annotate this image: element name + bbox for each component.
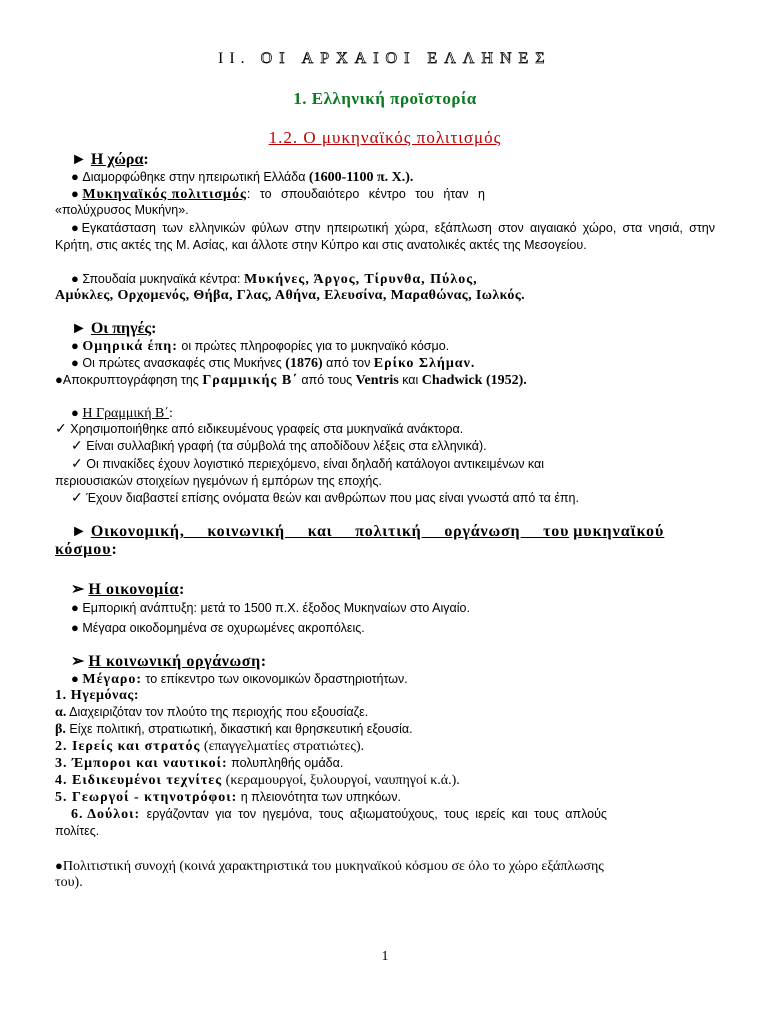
bullet-icon: ● xyxy=(71,338,79,353)
bullet-icon: ● xyxy=(55,372,63,387)
bullet-icon: ● xyxy=(71,169,79,184)
society-slaves-cont: πολίτες. xyxy=(55,824,100,838)
culture-line-cont: του). xyxy=(55,875,83,890)
arrow-icon: ► xyxy=(71,523,87,540)
page-number: 1 xyxy=(381,949,389,964)
society-ruler-a: α. Διαχειριζόταν τον πλούτο της περιοχής που εξουσίαζε. xyxy=(55,705,369,720)
society-merchants: 3. Έμποροι και ναυτικοί: πολυπληθής ομάδα. xyxy=(55,756,344,771)
linear-b-line-4: ✓ Έχουν διαβαστεί επίσης ονόματα θεών και ανθρώπων που μας είναι γνωστά από τα έπη. xyxy=(71,491,579,506)
check-icon: ✓ xyxy=(71,457,83,472)
heading-organization-cont: κόσμου: xyxy=(55,541,117,558)
land-line-5: Αμύκλες, Ορχομενός, Θήβα, Γλας, Αθήνα, Ελευσίνα, Μαραθώνας, Ιωλκός. xyxy=(55,288,526,303)
sources-line-3: ●Αποκρυπτογράφηση της Γραμμικής Β΄ από τους Ventris και Chadwick (1952). xyxy=(55,372,527,388)
society-ruler: 1. Ηγεμόνας: xyxy=(55,688,140,703)
society-farmers: 5. Γεωργοί - κτηνοτρόφοι: η πλειονότητα των υπηκόων. xyxy=(55,790,401,805)
economy-line-2: ● Μέγαρα οικοδομημένα σε οχυρωμένες ακροπόλεις. xyxy=(71,620,365,635)
bullet-icon: ● xyxy=(71,271,79,286)
bullet-icon: ● xyxy=(71,405,79,420)
linear-b-line-1: ✓ Χρησιμοποιήθηκε από ειδικευμένους γραφείς στα μυκηναϊκά ανάκτορα. xyxy=(55,422,464,437)
bullet-icon: ● xyxy=(71,671,79,686)
society-slaves: 6. Δούλοι: εργάζονταν για τον ηγεμόνα, τους αξιωματούχους, τους ιερείς και τους απλούς xyxy=(71,807,607,822)
arrow-icon: ► xyxy=(71,151,87,168)
culture-line: ●Πολιτιστική συνοχή (κοινά χαρακτηριστικά του μυκηναϊκού κόσμου σε όλο το χώρο εξάπλωσης xyxy=(55,858,604,874)
heading-organization: ► Οικονομική, κοινωνική και πολιτική οργάνωση του μυκηναϊκού xyxy=(71,523,665,540)
check-icon: ✓ xyxy=(71,439,83,454)
heading-sources: ► Οι πηγές: xyxy=(71,320,157,337)
society-priests: 2. Ιερείς και στρατός (επαγγελματίες στρατιώτες). xyxy=(55,739,365,754)
bullet-icon: ● xyxy=(71,186,79,201)
bullet-icon: ● xyxy=(71,600,79,615)
bullet-icon: ● xyxy=(55,858,63,873)
society-line-megaro: ● Μέγαρο: το επίκεντρο των οικονομικών δραστηριοτήτων. xyxy=(71,671,408,687)
sources-line-2: ● Οι πρώτες ανασκαφές στις Μυκήνες (1876) από τον Ερίκο Σλήμαν. xyxy=(71,355,476,371)
economy-line-1: ● Εμπορική ανάπτυξη: μετά το 1500 π.Χ. έξοδος Μυκηναίων στο Αιγαίο. xyxy=(71,600,470,615)
check-icon: ✓ xyxy=(55,422,67,437)
land-line-2: ● Μυκηναϊκός πολιτισμός: το σπουδαιότερο κέντρο του ήταν η xyxy=(71,186,485,202)
heading-society: ➢ Η κοινωνική οργάνωση: xyxy=(71,653,267,670)
heading-land: ► Η χώρα: xyxy=(71,151,149,168)
land-line-4: ● Σπουδαία μυκηναϊκά κέντρα: Μυκήνες, Άργος, Τίρυνθα, Πύλος, xyxy=(71,271,478,287)
land-line-2-cont: «πολύχρυσος Μυκήνη». xyxy=(55,203,189,217)
society-craftsmen: 4. Ειδικευμένοι τεχνίτες (κεραμουργοί, ξυλουργοί, ναυπηγοί κ.ά.). xyxy=(55,773,460,788)
check-icon: ✓ xyxy=(71,491,83,506)
arrow-icon: ➢ xyxy=(71,653,85,670)
bullet-icon: ● xyxy=(71,220,82,235)
linear-b-line-3-cont: περιουσιακών στοιχείων ηγεμόνων ή εμπόρων της εποχής. xyxy=(55,474,382,488)
land-line-1: ● Διαμορφώθηκε στην ηπειρωτική Ελλάδα (1600-1100 π. Χ.). xyxy=(71,169,414,185)
section-heading-prehistory: 1. Ελληνική προϊστορία xyxy=(293,89,477,108)
land-line-3: ●Εγκατάσταση των ελληνικών φύλων στην ηπειρωτική χώρα, εξάπλωση στον αιγαιακό χώρο, στα νησιά, στην Κρήτη, στις ακτές της Μ. Ασίας, και άλλοτε στην Κύπρο και στις ανατολικές ακτές της Μεσογείου. xyxy=(55,220,715,252)
heading-linear-b: ● Η Γραμμική Β΄: xyxy=(71,405,173,421)
linear-b-line-2: ✓ Είναι συλλαβική γραφή (τα σύμβολά της αποδίδουν λέξεις στα ελληνικά). xyxy=(71,439,487,454)
linear-b-line-3: ✓ Οι πινακίδες έχουν λογιστικό περιεχόμενο, είναι δηλαδή κατάλογοι αντικειμένων και xyxy=(71,457,545,472)
bullet-icon: ● xyxy=(71,620,79,635)
society-ruler-b: β. Είχε πολιτική, στρατιωτική, δικαστική και θρησκευτική εξουσία. xyxy=(55,722,413,737)
arrow-icon: ➢ xyxy=(71,581,85,598)
bullet-icon: ● xyxy=(71,355,79,370)
sources-line-1: ● Ομηρικά έπη: οι πρώτες πληροφορίες για το μυκηναϊκό κόσμο. xyxy=(71,338,450,354)
arrow-icon: ► xyxy=(71,320,87,337)
heading-economy: ➢ Η οικονομία: xyxy=(71,581,185,598)
section-heading-mycenaean: 1.2. Ο μυκηναϊκός πολιτισμός xyxy=(268,128,502,147)
chapter-title: II. ΟΙ ΑΡΧΑΙΟΙ ΕΛΛΗΝΕΣ xyxy=(218,50,552,67)
